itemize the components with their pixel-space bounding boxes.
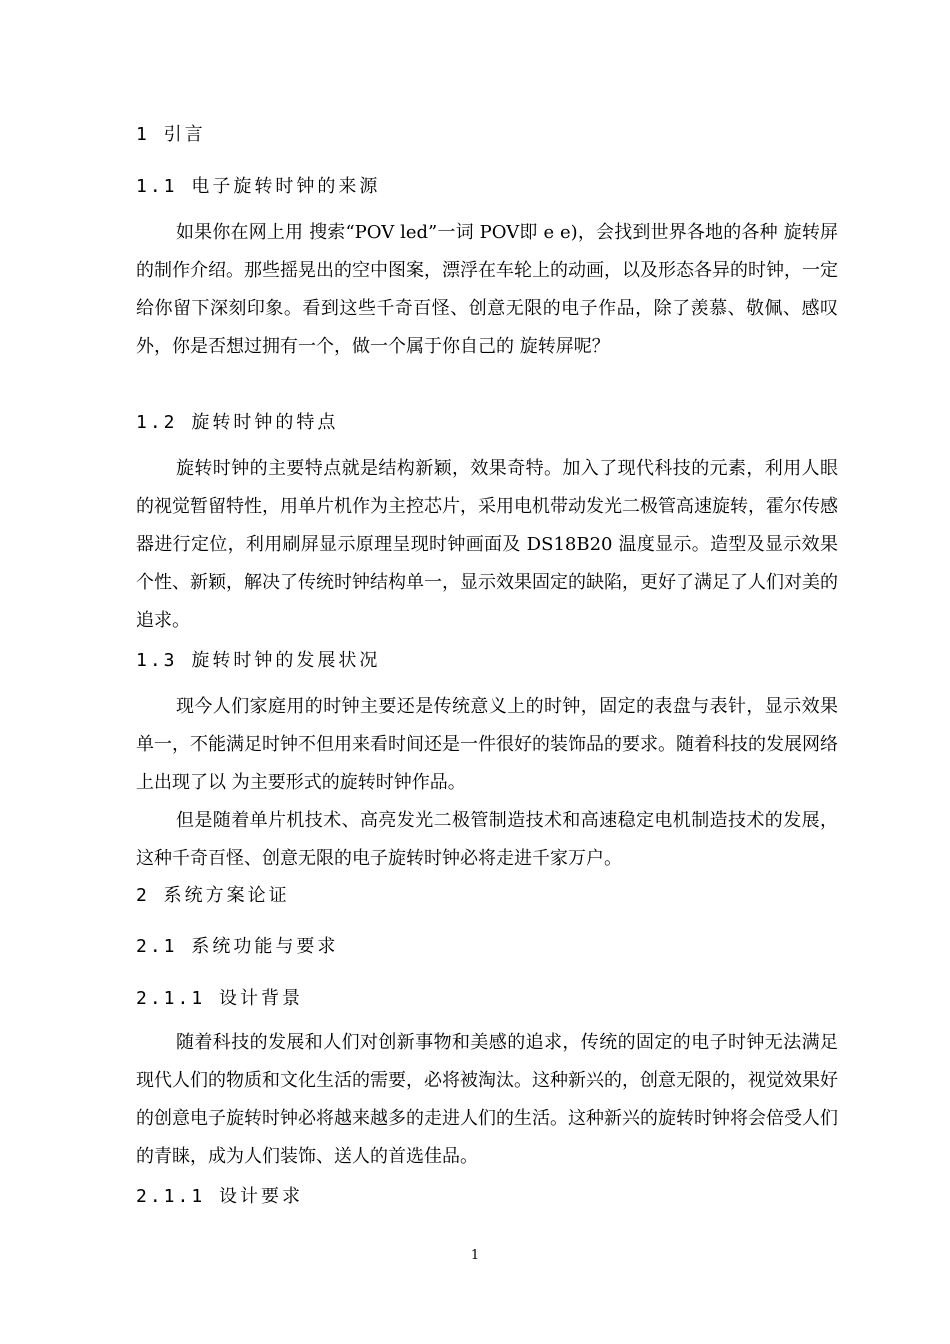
page-number: 1 — [470, 1248, 480, 1263]
heading-1-3: 1.3 旋转时钟的发展状况 — [136, 650, 381, 671]
paragraph-1-2: 旋转时钟的主要特点就是结构新颖，效果奇特。加入了现代科技的元素，利用人眼的视觉暂留特性，用单片机作为主控芯片，采用电机带动发光二极管高速旋转，霍尔传感器进行定位，利用刷屏显示原理呈现时钟画面及 DS18B20 温度显示。造型及显示效果个性、新颖，解决了传统时钟结构单一，显示效果固定的缺陷，更好了满足了人们对美的追求。 — [136, 458, 838, 631]
paragraph-1-1: 如果你在网上用 搜索“POV led”一词 POV即 e e)，会找到世界各地的各种 旋转屏的制作介绍。那些摇晃出的空中图案，漂浮在车轮上的动画，以及形态各异的时钟，一定给你留下深刻印象。看到这些千奇百怪、创意无限的电子作品，除了羡慕、敬佩、感叹外，你是否想过拥有一个，做一个属于你自己的 旋转屏呢？ — [136, 222, 838, 357]
heading-2-1-1-background: 2.1.1 设计背景 — [136, 988, 304, 1009]
paragraph-2-1-1: 随着科技的发展和人们对创新事物和美感的追求，传统的固定的电子时钟无法满足现代人们的物质和文化生活的需要，必将被淘汰。这种新兴的，创意无限的，视觉效果好的创意电子旋转时钟必将越来越多的走进人们的生活。这种新兴的旋转时钟将会倍受人们的青睐，成为人们装饰、送人的首选佳品。 — [136, 1032, 838, 1167]
heading-1-1: 1.1 电子旋转时钟的来源 — [136, 176, 381, 197]
heading-2: 2 系统方案论证 — [136, 885, 290, 906]
heading-2-1: 2.1 系统功能与要求 — [136, 936, 339, 957]
paragraph-1-3a: 现今人们家庭用的时钟主要还是传统意义上的时钟，固定的表盘与表针，显示效果单一，不能满足时钟不但用来看时间还是一件很好的装饰品的要求。随着科技的发展网络上出现了以 为主要形式的旋转时钟作品。 — [136, 696, 838, 793]
heading-1-2: 1.2 旋转时钟的特点 — [136, 412, 339, 433]
heading-introduction: 1 引言 — [136, 124, 206, 145]
paragraph-1-3b: 但是随着单片机技术、高亮发光二极管制造技术和高速稳定电机制造技术的发展，这种千奇百怪、创意无限的电子旋转时钟必将走进千家万户。 — [136, 810, 838, 869]
heading-2-1-1-requirements: 2.1.1 设计要求 — [136, 1186, 304, 1207]
